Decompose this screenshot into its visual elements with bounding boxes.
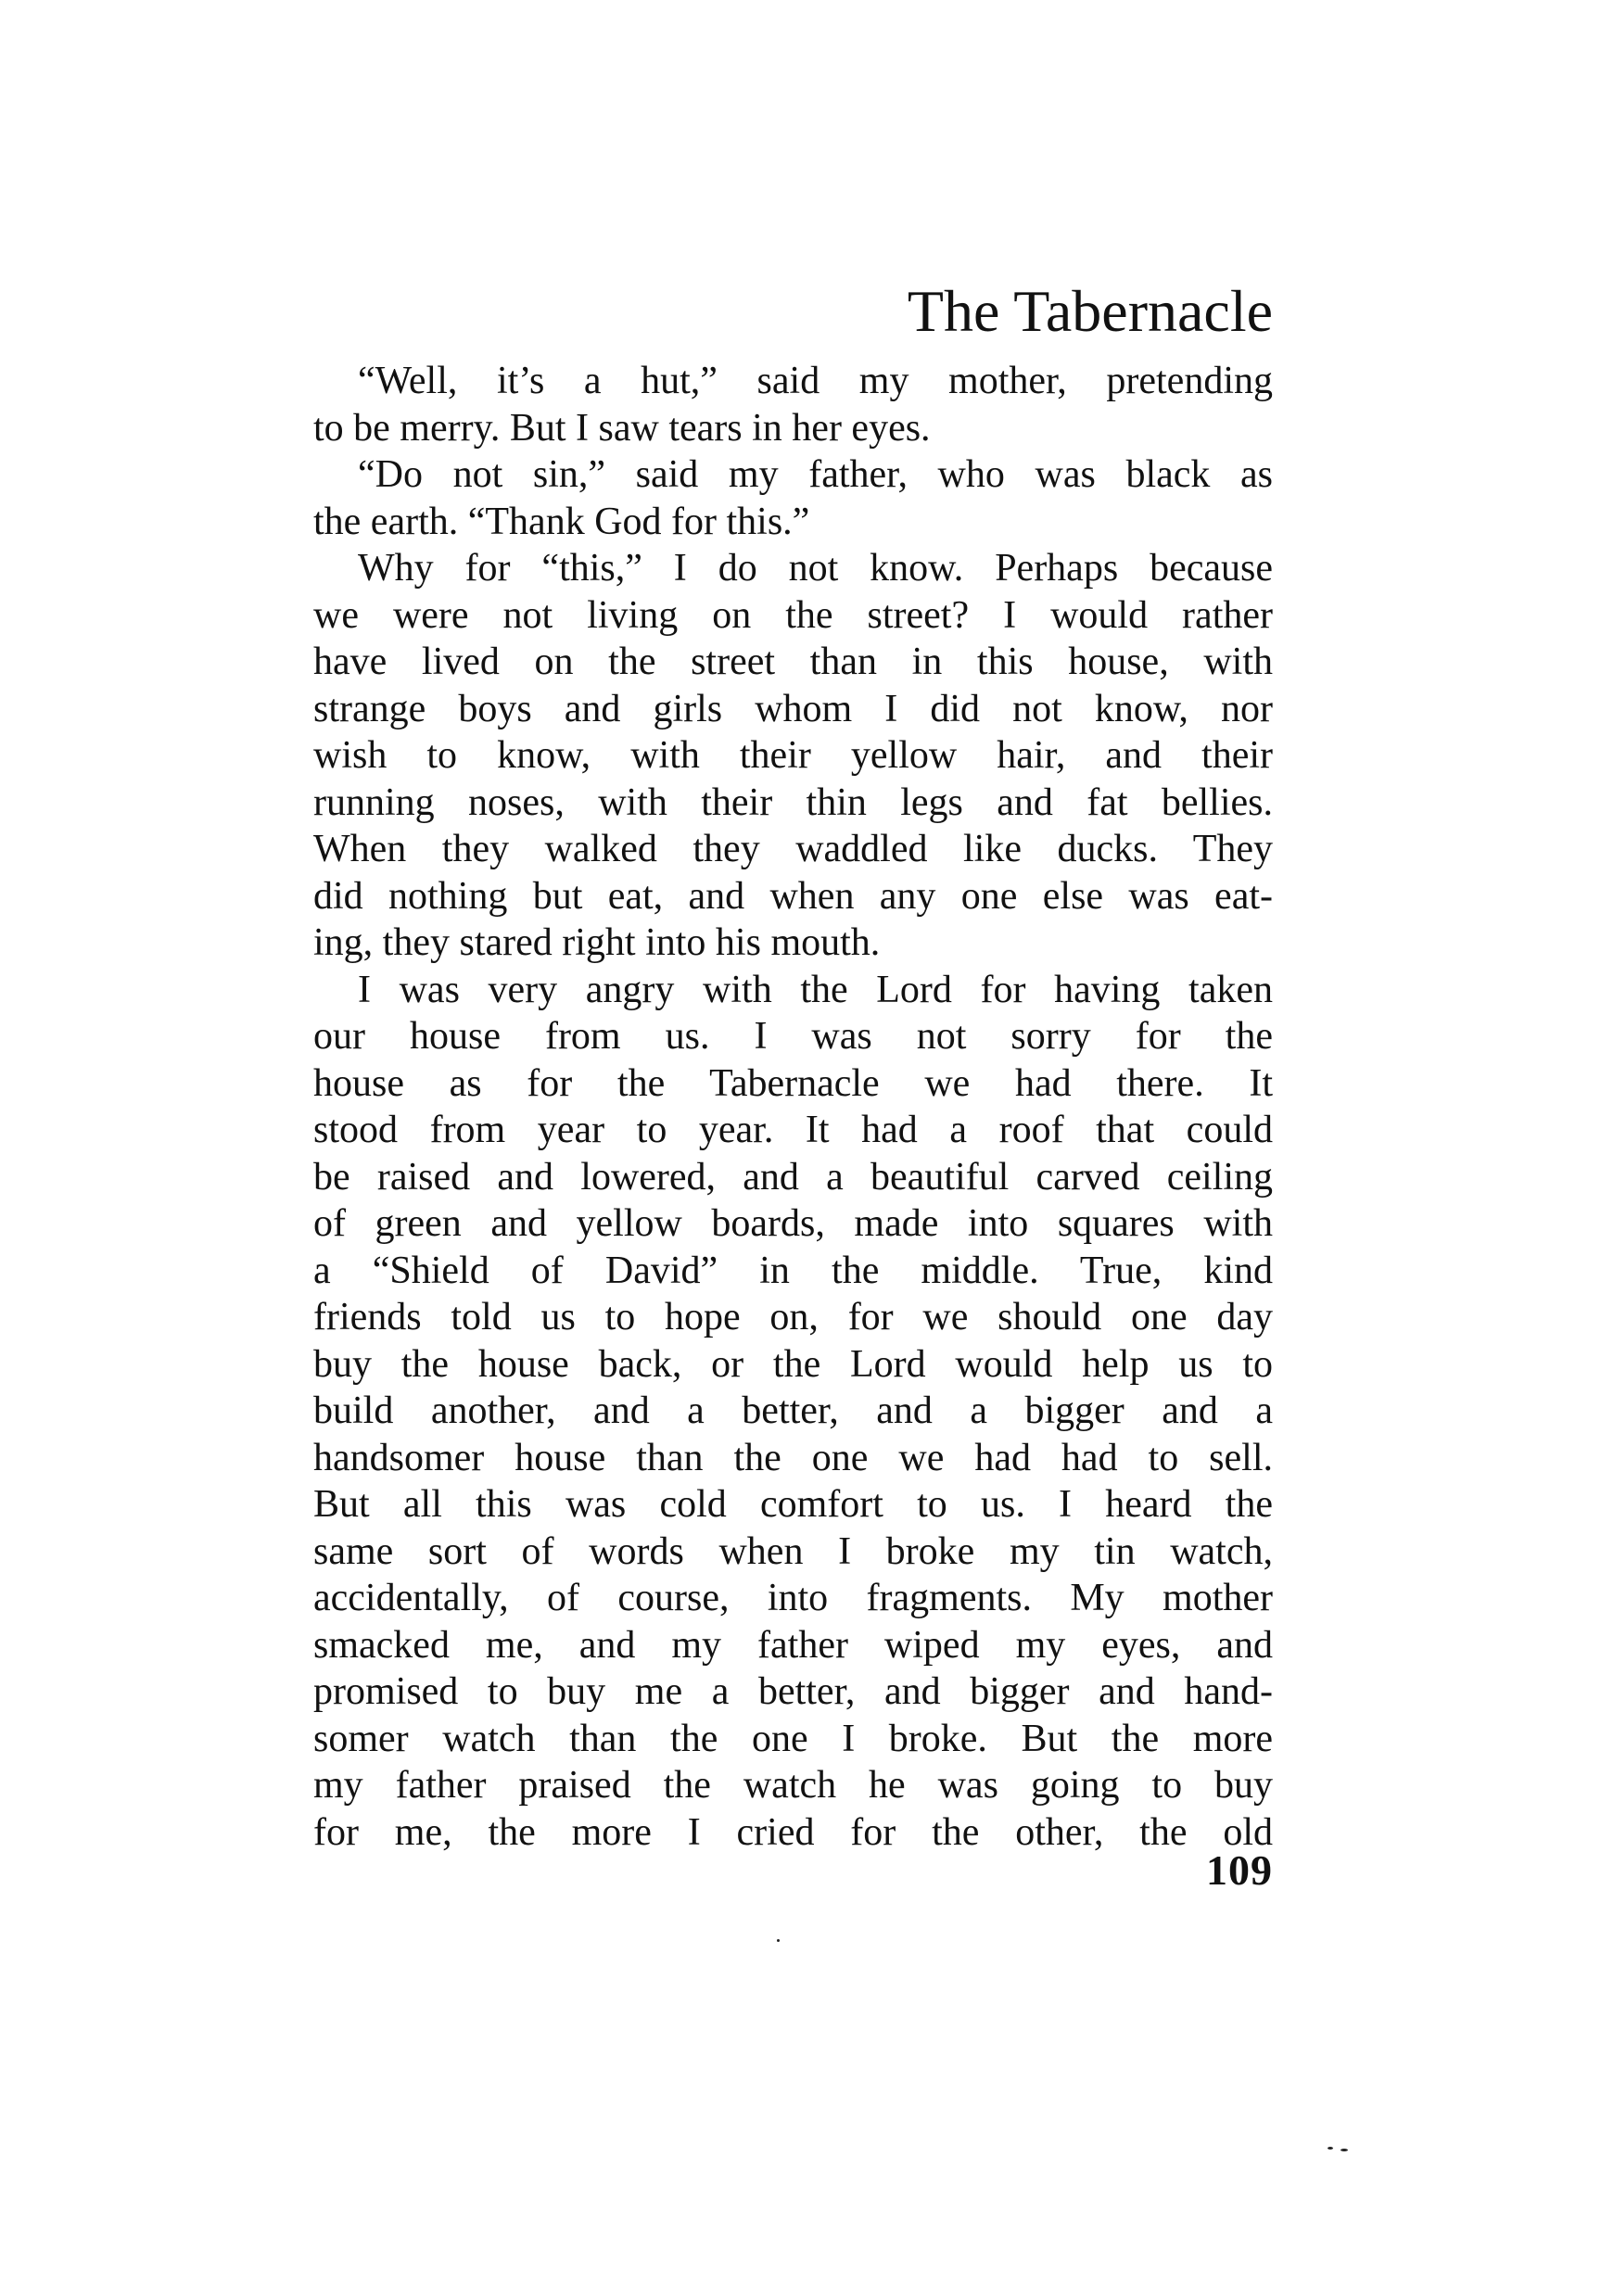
text-line: stood from year to year. It had a roof that could: [313, 1109, 1273, 1151]
text-line: wish to know, with their yellow hair, and their: [313, 734, 1273, 777]
print-speck: [1341, 2149, 1348, 2151]
text-line: “Well, it’s a hut,” said my mother, pretending: [358, 360, 1273, 402]
text-line: to be merry. But I saw tears in her eyes.: [313, 406, 931, 450]
text-line: buy the house back, or the Lord would help us to: [313, 1342, 1273, 1386]
text-line: of green and yellow boards, made into squares with: [313, 1202, 1273, 1245]
text-line: have lived on the street than in this house, with: [313, 641, 1273, 683]
body-text: [313, 358, 1273, 1856]
text-line: same sort of words when I broke my tin watch,: [313, 1529, 1273, 1573]
text-line: Why for “this,” I do not know. Perhaps because: [358, 547, 1273, 590]
page-number: 109: [1206, 1846, 1273, 1894]
text-line: be raised and lowered, and a beautiful carved ceiling: [313, 1155, 1273, 1199]
text-line: house as for the Tabernacle we had there. It: [313, 1061, 1273, 1105]
text-line: When they walked they waddled like ducks. They: [313, 828, 1273, 870]
text-line: running noses, with their thin legs and fat bellies.: [313, 780, 1273, 824]
text-line: strange boys and girls whom I did not know, nor: [313, 687, 1273, 730]
text-line: my father praised the watch he was going to buy: [313, 1764, 1273, 1807]
text-line: “Do not sin,” said my father, who was black as: [358, 453, 1273, 496]
text-line: did nothing but eat, and when any one else was eat-: [313, 874, 1273, 918]
text-line: we were not living on the street? I would rather: [313, 593, 1273, 637]
text-line: somer watch than the one I broke. But the more: [313, 1717, 1273, 1760]
text-line: the earth. “Thank God for this.”: [313, 500, 810, 543]
text-line: promised to buy me a better, and bigger and hand-: [313, 1670, 1273, 1713]
running-head: The Tabernacle: [907, 278, 1273, 344]
text-line: friends told us to hope on, for we should one day: [313, 1296, 1273, 1338]
text-line: accidentally, of course, into fragments. My mother: [313, 1577, 1273, 1619]
text-line: handsomer house than the one we had had to sell.: [313, 1436, 1273, 1479]
text-line: our house from us. I was not sorry for the: [313, 1015, 1273, 1058]
print-speck: [777, 1939, 780, 1942]
text-line: a “Shield of David” in the middle. True, kind: [313, 1249, 1273, 1292]
text-line: for me, the more I cried for the other, the old: [313, 1810, 1273, 1854]
text-line: build another, and a better, and a bigger and a: [313, 1389, 1273, 1432]
text-line: But all this was cold comfort to us. I heard the: [313, 1483, 1273, 1526]
print-speck: [1328, 2147, 1333, 2150]
text-line: ing, they stared right into his mouth.: [313, 921, 881, 964]
text-line: smacked me, and my father wiped my eyes, and: [313, 1623, 1273, 1667]
text-line: I was very angry with the Lord for having taken: [358, 968, 1273, 1011]
